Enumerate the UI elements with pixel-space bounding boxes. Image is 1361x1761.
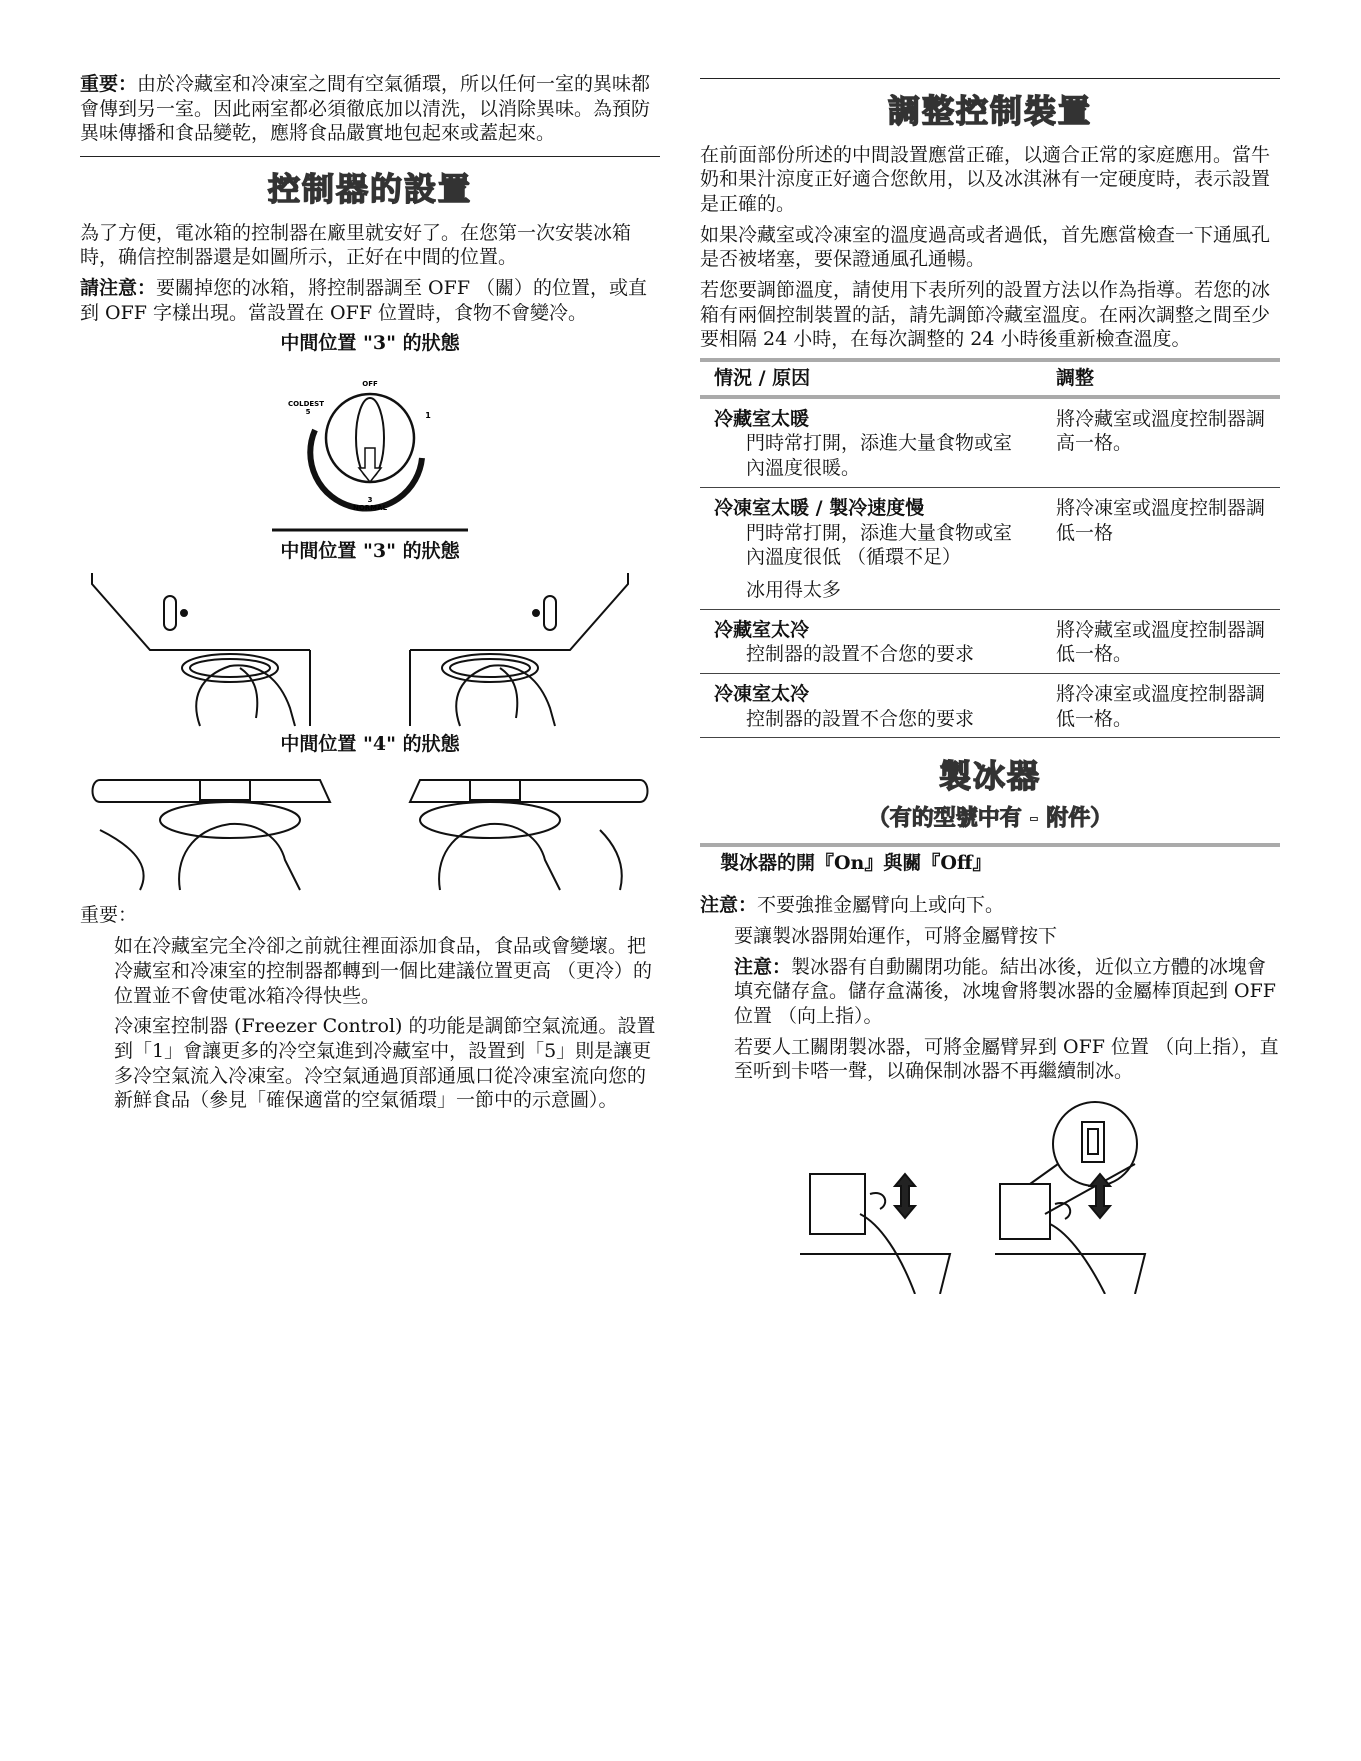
dial-3-label: 3	[367, 496, 373, 505]
adjust-paragraph-2: 如果冷藏室或冷凍室的溫度過高或者過低，首先應當檢查一下通風孔是否被堵塞，要保證通風孔通暢。	[700, 223, 1271, 271]
table-row	[700, 487, 1280, 609]
ice-start-text: 要讓製冰器開始運作，可將金屬臂按下	[734, 924, 1058, 947]
figure1-title: 中間位置 "3" 的狀態	[280, 332, 460, 355]
row-adjust: 將冷凍室或溫度控制器調低一格	[1042, 487, 1280, 609]
table-header-condition: 情況 / 原因	[700, 360, 1042, 397]
note-paragraph	[80, 276, 660, 325]
table-header-adjust: 調整	[1042, 360, 1280, 397]
intro-paragraph	[80, 72, 660, 146]
intro-text: 由於冷藏室和冷凍室之間有空氣循環，所以任何一室的異味都會傳到另一室。因此兩室都必須徹底加以清洗，以消除異味。為預防異味傳播和食品變乾，應將食品嚴實地包起來或蓋起來。	[80, 73, 651, 145]
ice-manual-text: 若要人工關閉製冰器，可將金屬臂昇到 OFF 位置 （向上指），直至听到卡嗒一聲，以确保制冰器不再繼續制冰。	[734, 1035, 1279, 1083]
control-knob-illustration	[80, 568, 660, 728]
dial-off-label: OFF	[362, 380, 378, 389]
right-column	[700, 72, 1280, 1294]
ice-note2-text: 製冰器有自動關閉功能。結出冰後，近似立方體的冰塊會填充儲存盒。儲存盒滿後，冰塊會將製冰器的金屬棒頂起到 OFF 位置 （向上指）。	[734, 955, 1276, 1027]
divider	[80, 156, 660, 157]
table-header	[700, 360, 1280, 397]
row-adjust: 將冷藏室或溫度控制器調高一格。	[1042, 397, 1280, 488]
table-row	[700, 609, 1280, 673]
row-reason: 冰用得太多	[746, 578, 842, 601]
important-paragraph-2: 冷凍室控制器 (Freezer Control) 的功能是調節空氣流通。設置到「1」會讓更多的冷空氣進到冷藏室中，設置到「5」則是讓更多冷空氣流入冷凍室。冷空氣通過頂部通風口從冷凍室流向您的新鮮食品（參見「確保適當的空氣循環」一節中的示意圖）。	[114, 1015, 656, 1112]
section-title-icemaker: 製冰器	[938, 757, 1041, 796]
adjust-paragraph-1: 在前面部份所述的中間設置應當正確，以適合正常的家庭應用。當牛奶和果汁涼度正好適合您飲用，以及冰淇淋有一定硬度時，表示設置是正確的。	[700, 143, 1271, 215]
intro-label: 重要：	[80, 73, 138, 95]
icemaker-subtitle: （有的型號中有 - 附件）	[867, 804, 1113, 831]
figure3-title: 中間位置 "4" 的狀​態	[280, 732, 460, 755]
row-reason: 控制器的設置不合您的要求	[746, 707, 975, 730]
ice-note-label: 注意：	[700, 894, 758, 917]
row-reason: 門時常打開，添進大量食物或室內溫度很低 （循環不足）	[746, 521, 1013, 569]
row-reason: 控制器的設置不合您的要求	[746, 643, 975, 666]
ice-note-text: 不要強推金屬臂向上或向下。	[757, 894, 1005, 917]
settings-paragraph: 為了方便，電冰箱的控制器在廠里就安好了。在您第一次安裝冰箱時，确信控制器還是如圖所示，正好在中間的位置。	[80, 221, 632, 269]
adjust-paragraph-3: 若您要調節溫度，請使用下表所列的設置方法以作為指導。若您的冰箱有兩個控制裝置的話，請先調節冷藏室溫度。在兩次調整之間至少要相隔 24 小時，在每次調整的 24 小時後重新檢查溫度。	[700, 279, 1271, 351]
important-paragraph-1: 如在冷藏室完全冷卻之前就往裡面添加食品，食品或會變壞。把冷藏室和冷凍室的控制器都轉到一個比建議位置更高 （更冷）的位置並不會使電冰箱冷得快些。	[114, 935, 653, 1007]
row-condition: 冷藏室太暖	[714, 407, 810, 430]
section-title-control-settings: 控制器的設置	[267, 170, 472, 209]
dial-normal-label: NORMAL	[352, 504, 388, 513]
table-row	[700, 397, 1280, 488]
dial-illustration	[80, 360, 660, 535]
figure2-title: 中間位置 "3" 的狀​態	[280, 540, 460, 563]
control-knob-illustration-2	[80, 760, 660, 895]
note-text: 要關掉您的冰箱，將控制器調至 OFF （關）的位置，或直到 OFF 字樣出現。當設置在 OFF 位置時，食物不會變冷。	[80, 277, 648, 324]
ice-note	[700, 893, 1280, 918]
adjustment-table	[700, 358, 1280, 738]
icemaker-illustration	[700, 1094, 1280, 1294]
row-reason: 門時常打開，添進大量食物或室內溫度很暖。	[746, 432, 1013, 480]
dial-5-label: 5	[305, 408, 311, 417]
table-row	[700, 673, 1280, 737]
ice-note2-label: 注意：	[734, 955, 792, 978]
important-label: 重要：	[80, 904, 138, 927]
icemaker-on-off-heading: 製冰器的開『On』與關『Off』	[700, 843, 1280, 880]
left-column	[80, 72, 660, 1119]
row-condition: 冷凍室太冷	[714, 682, 810, 705]
row-condition: 冷藏室太冷	[714, 618, 810, 641]
row-adjust: 將冷凍室或溫度控制器調低一格。	[1042, 673, 1280, 737]
dial-1-label: 1	[425, 411, 431, 421]
section-title-adjust: 調整控制裝置	[887, 92, 1092, 130]
ice-note2	[700, 955, 1280, 1029]
dial-coldest-label: COLDEST	[288, 400, 324, 409]
note-label: 請注意：	[80, 277, 157, 300]
divider	[700, 78, 1280, 79]
row-condition: 冷凍室太暖 / 製冷速度慢	[714, 496, 925, 519]
row-adjust: 將冷藏室或溫度控制器調低一格。	[1042, 609, 1280, 673]
